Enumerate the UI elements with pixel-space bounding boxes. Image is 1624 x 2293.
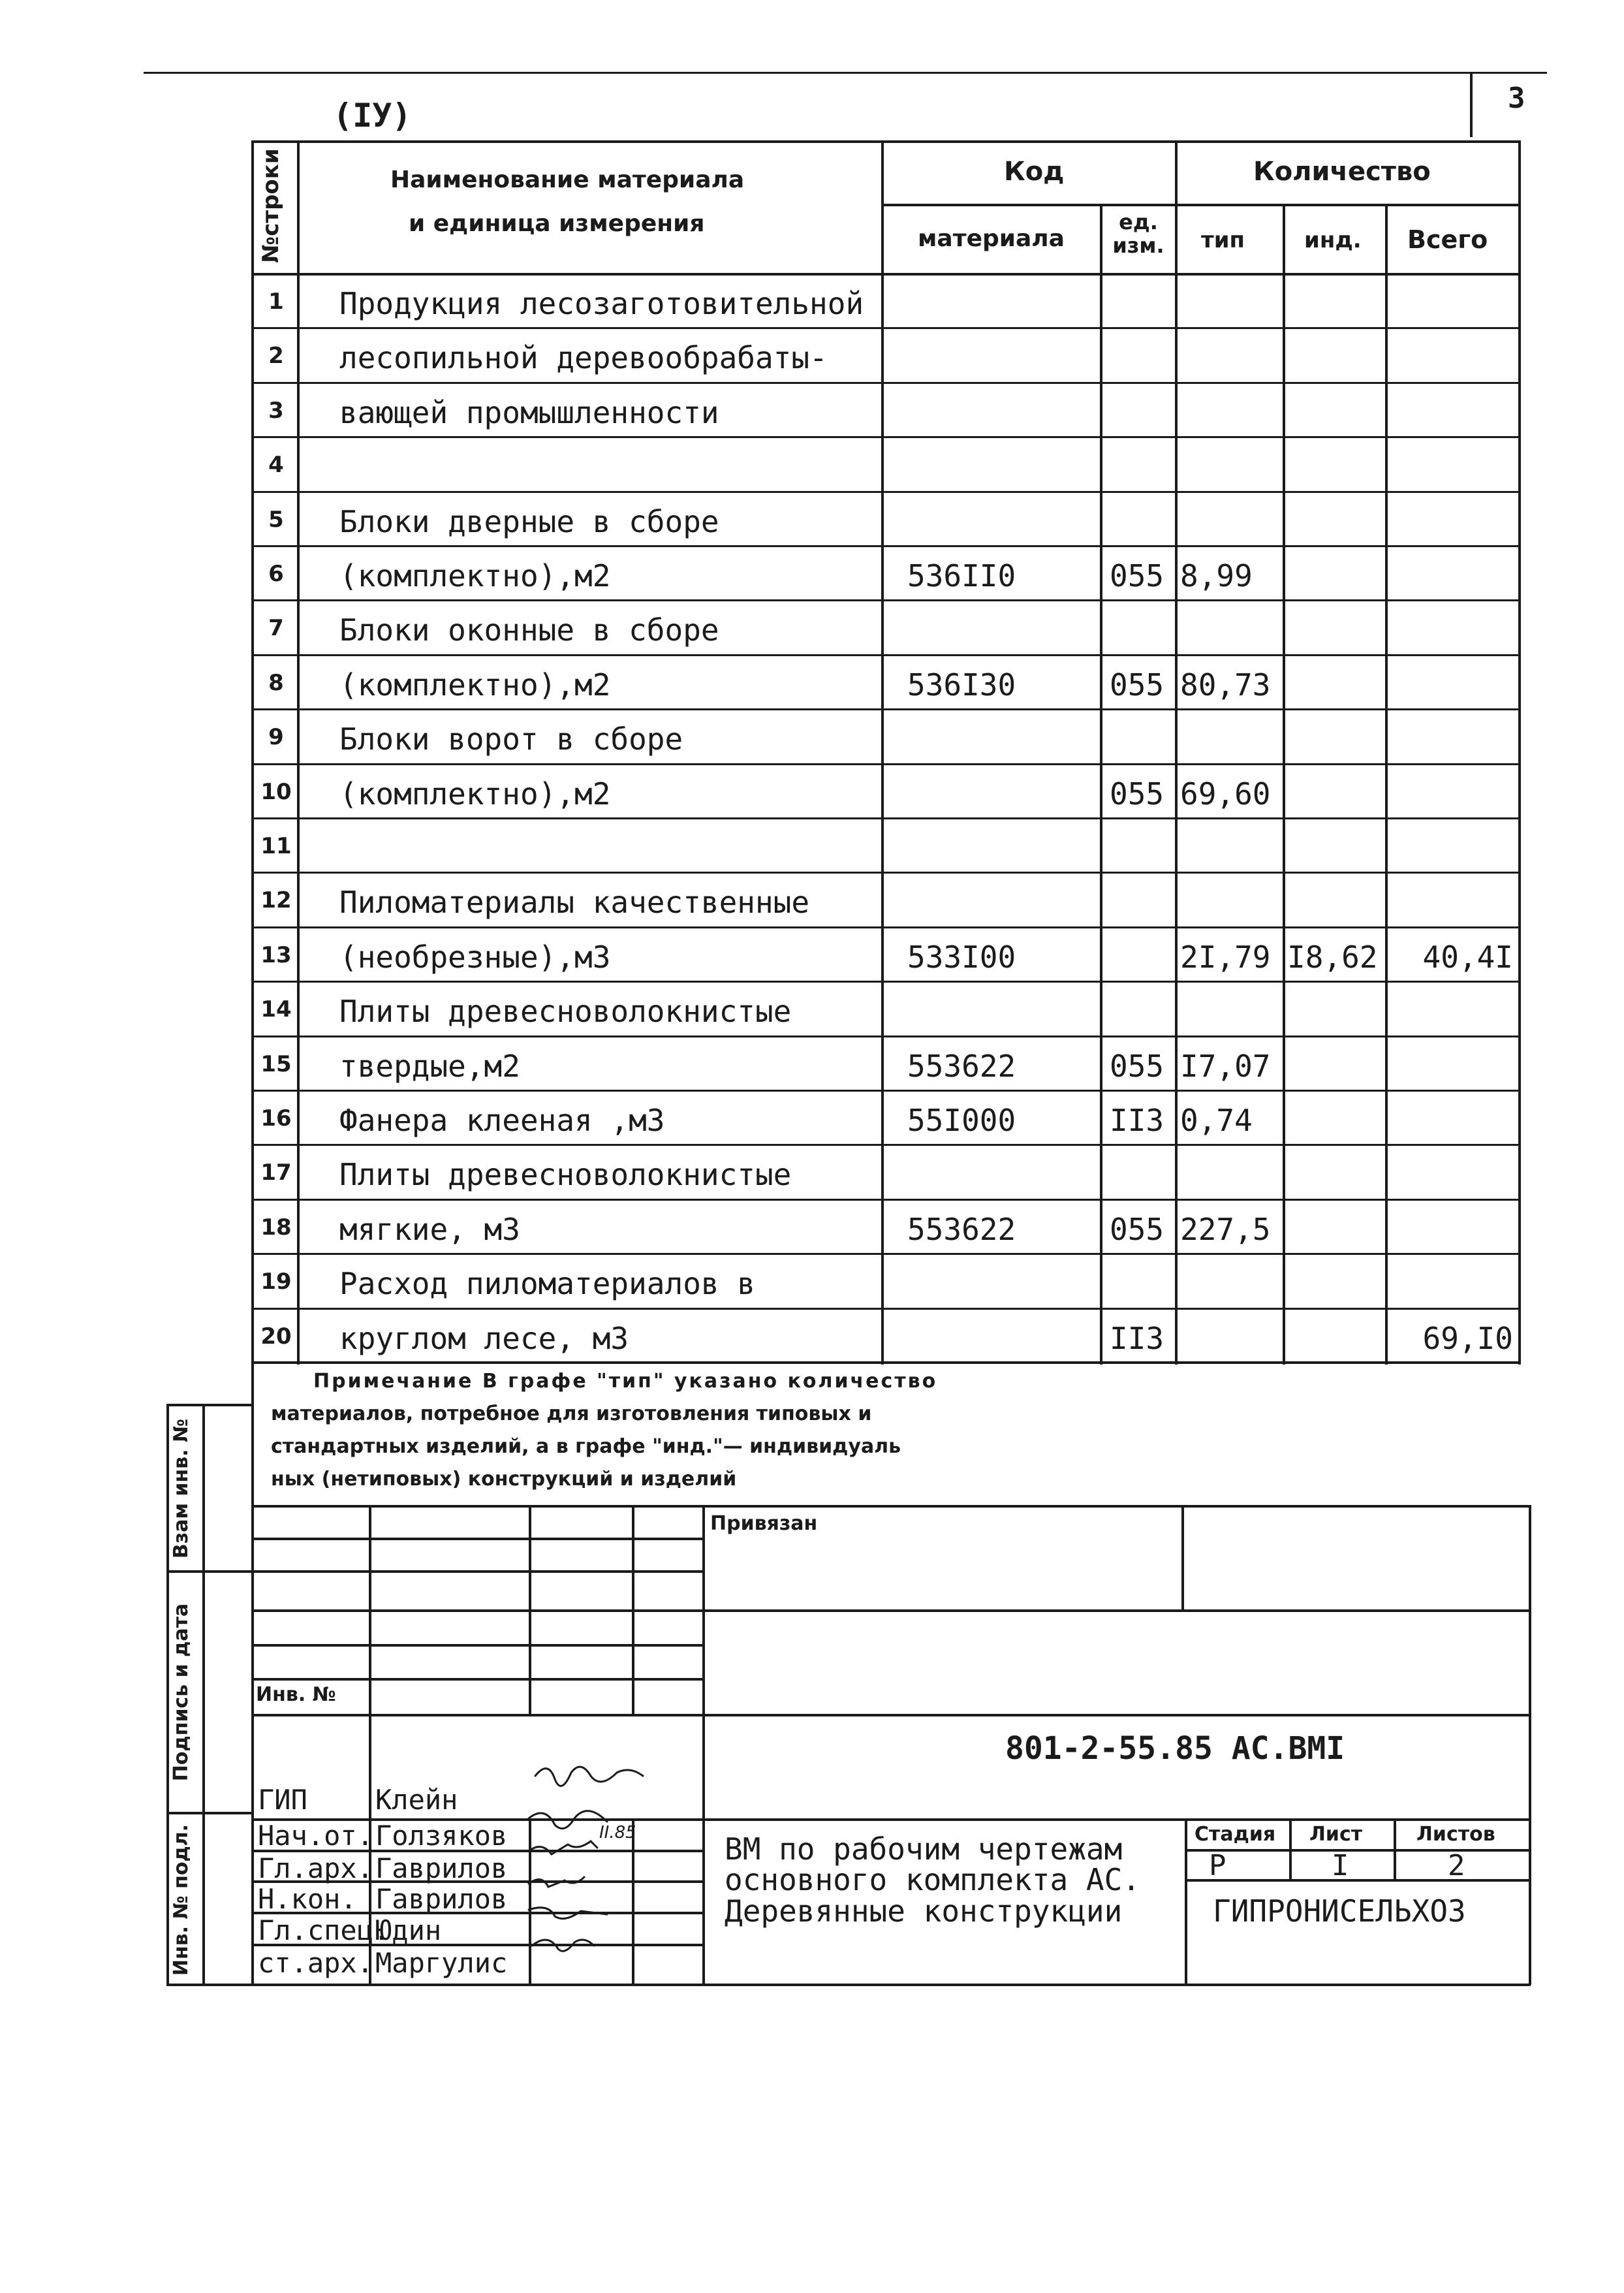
row-unit-code: II3 — [1110, 1320, 1164, 1356]
row-number: 15 — [260, 1051, 292, 1077]
row-number: 2 — [268, 343, 284, 370]
stamp-sheet: I — [1332, 1849, 1349, 1882]
row-material-name: (комплектно),м2 — [339, 667, 611, 703]
row-material-code: 553622 — [907, 1048, 1016, 1084]
signatures-handwritten — [522, 1756, 705, 1972]
stamp-organization: ГИПРОНИСЕЛЬХОЗ — [1213, 1893, 1466, 1929]
row-material-name: мягкие, м3 — [339, 1211, 520, 1247]
row-material-name: Продукция лесозаготовительной — [339, 286, 864, 321]
row-material-name: Фанера клееная ,м3 — [339, 1103, 665, 1138]
row-material-name: (комплектно),м2 — [339, 558, 611, 593]
row-material-name: Пиломатериалы качественные — [339, 885, 810, 921]
row-number: 5 — [268, 506, 284, 533]
part-label: (IУ) — [333, 97, 412, 134]
stamp-title-line1: ВМ по рабочим чертежам — [725, 1831, 1123, 1867]
staff-role: Нач.от. — [258, 1820, 374, 1852]
row-material-name: круглом лесе, м3 — [339, 1320, 629, 1356]
row-number: 4 — [268, 452, 284, 479]
row-qty-total: 40,4I — [1422, 939, 1513, 975]
header-qty-ind: инд. — [1304, 227, 1362, 253]
header-qty-total: Всего — [1407, 225, 1488, 254]
header-code-material: материала — [918, 225, 1065, 252]
row-number: 6 — [268, 561, 284, 587]
stamp-sheets-label: Листов — [1416, 1823, 1495, 1846]
row-number: 19 — [260, 1269, 292, 1295]
note-line1: Примечание В графе "тип" указано количество — [313, 1370, 938, 1393]
row-number: 12 — [260, 887, 292, 914]
side-inv-podl: Инв. № подл. — [170, 1824, 193, 1976]
side-column-right — [202, 1404, 205, 1985]
row-qty-type: I7,07 — [1180, 1048, 1271, 1084]
row-material-code: 553622 — [907, 1211, 1016, 1247]
staff-name: Маргулис — [375, 1947, 508, 1979]
row-material-name: Плиты древесноволокнистые — [339, 1157, 792, 1193]
top-rule — [144, 72, 1547, 74]
row-number: 20 — [260, 1323, 292, 1350]
staff-name: Гаврилов — [375, 1852, 508, 1884]
row-number: 16 — [260, 1105, 292, 1131]
stamp-inv-no: Инв. № — [256, 1683, 336, 1706]
stamp-title-line2: основного комплекта АС. — [725, 1862, 1140, 1897]
row-material-code: 533I00 — [907, 939, 1016, 975]
stamp-date-mark: II.85 — [599, 1823, 636, 1842]
page-number: 3 — [1508, 82, 1525, 115]
row-qty-type: 2I,79 — [1180, 939, 1271, 975]
row-material-code: 536I30 — [907, 667, 1016, 703]
row-qty-ind: I8,62 — [1287, 939, 1378, 975]
row-material-name: Блоки оконные в сборе — [339, 612, 719, 648]
staff-role: Гл.арх. — [258, 1852, 374, 1884]
row-number: 17 — [260, 1160, 292, 1186]
side-column-left — [166, 1404, 169, 1985]
note-line2: материалов, потребное для изготовления типовых и — [271, 1402, 872, 1425]
staff-role: ГИП — [258, 1784, 307, 1816]
row-unit-code: 055 — [1110, 1211, 1164, 1247]
signature-yudin — [529, 1908, 607, 1919]
row-number: 1 — [268, 289, 284, 315]
staff-role: ст.арх. — [258, 1947, 374, 1979]
staff-role: Гл.спец. — [258, 1914, 390, 1946]
row-number: 18 — [260, 1214, 292, 1241]
row-unit-code: 055 — [1110, 558, 1164, 593]
stamp-sheets: 2 — [1448, 1849, 1465, 1882]
row-material-name: (необрезные),м3 — [339, 939, 611, 975]
note-line3: стандартных изделий, а в графе "инд."— индивидуаль — [271, 1435, 901, 1458]
stamp-document-code: 801-2-55.85 АС.ВМI — [1005, 1730, 1345, 1767]
row-qty-type: 80,73 — [1180, 667, 1271, 703]
header-code: Код — [1004, 157, 1065, 187]
row-number: 7 — [268, 615, 284, 642]
header-code-unit: ед. изм. — [1112, 210, 1164, 258]
row-qty-type: 227,5 — [1180, 1211, 1271, 1247]
row-material-name: Расход пиломатериалов в — [339, 1266, 755, 1302]
row-unit-code: 055 — [1110, 776, 1164, 812]
row-number: 13 — [260, 941, 292, 968]
row-material-name: твердые,м2 — [339, 1048, 520, 1084]
header-row-number: №строки — [258, 148, 284, 263]
row-material-name: лесопильной деревообрабаты- — [339, 340, 828, 376]
row-number: 3 — [268, 397, 284, 424]
signature-gavrilov-2 — [529, 1877, 584, 1887]
header-qty-type: тип — [1201, 227, 1245, 253]
staff-name: Юдин — [375, 1914, 442, 1946]
row-unit-code: 055 — [1110, 1048, 1164, 1084]
row-unit-code: 055 — [1110, 667, 1164, 703]
row-number: 11 — [260, 833, 292, 859]
row-qty-type: 69,60 — [1180, 776, 1271, 812]
row-material-name: Блоки дверные в сборе — [339, 503, 719, 539]
stamp-title-line3: Деревянные конструкции — [725, 1893, 1123, 1929]
header-name-line1: Наименование материала — [390, 166, 745, 193]
signature-kleyn — [535, 1767, 643, 1786]
page-number-divider — [1470, 72, 1473, 137]
row-material-code: 536II0 — [907, 558, 1016, 593]
row-material-name: Плиты древесноволокнистые — [339, 994, 792, 1030]
staff-name: Гаврилов — [375, 1883, 508, 1915]
signature-golzyakov — [529, 1811, 607, 1829]
header-quantity: Количество — [1253, 157, 1431, 187]
row-qty-type: 8,99 — [1180, 558, 1253, 593]
stamp-stage-label: Стадия — [1195, 1823, 1276, 1846]
staff-name: Клейн — [375, 1784, 458, 1816]
side-vzam-inv: Взам инв. № — [170, 1418, 193, 1559]
row-material-code: 55I000 — [907, 1103, 1016, 1138]
stamp-stage: Р — [1209, 1849, 1226, 1882]
row-number: 9 — [268, 724, 284, 751]
row-qty-total: 69,I0 — [1422, 1320, 1513, 1356]
signature-gavrilov-1 — [529, 1841, 597, 1854]
row-material-name: Блоки ворот в сборе — [339, 721, 683, 757]
stamp-sheet-label: Лист — [1309, 1823, 1363, 1846]
row-unit-code: II3 — [1110, 1103, 1164, 1138]
header-name-line2: и единица измерения — [409, 210, 705, 237]
signature-margulis — [532, 1940, 594, 1951]
row-material-name: вающей промышленности — [339, 394, 719, 430]
stamp-privyazan: Привязан — [710, 1512, 818, 1535]
side-signature-date: Подпись и дата — [170, 1603, 193, 1782]
row-qty-type: 0,74 — [1180, 1103, 1253, 1138]
note-line4: ных (нетиповых) конструкций и изделий — [271, 1468, 737, 1491]
row-material-name: (комплектно),м2 — [339, 776, 611, 812]
row-number: 14 — [260, 996, 292, 1023]
staff-name: Голзяков — [375, 1820, 508, 1852]
row-number: 8 — [268, 669, 284, 696]
row-number: 10 — [260, 778, 292, 805]
staff-role: Н.кон. — [258, 1883, 357, 1915]
